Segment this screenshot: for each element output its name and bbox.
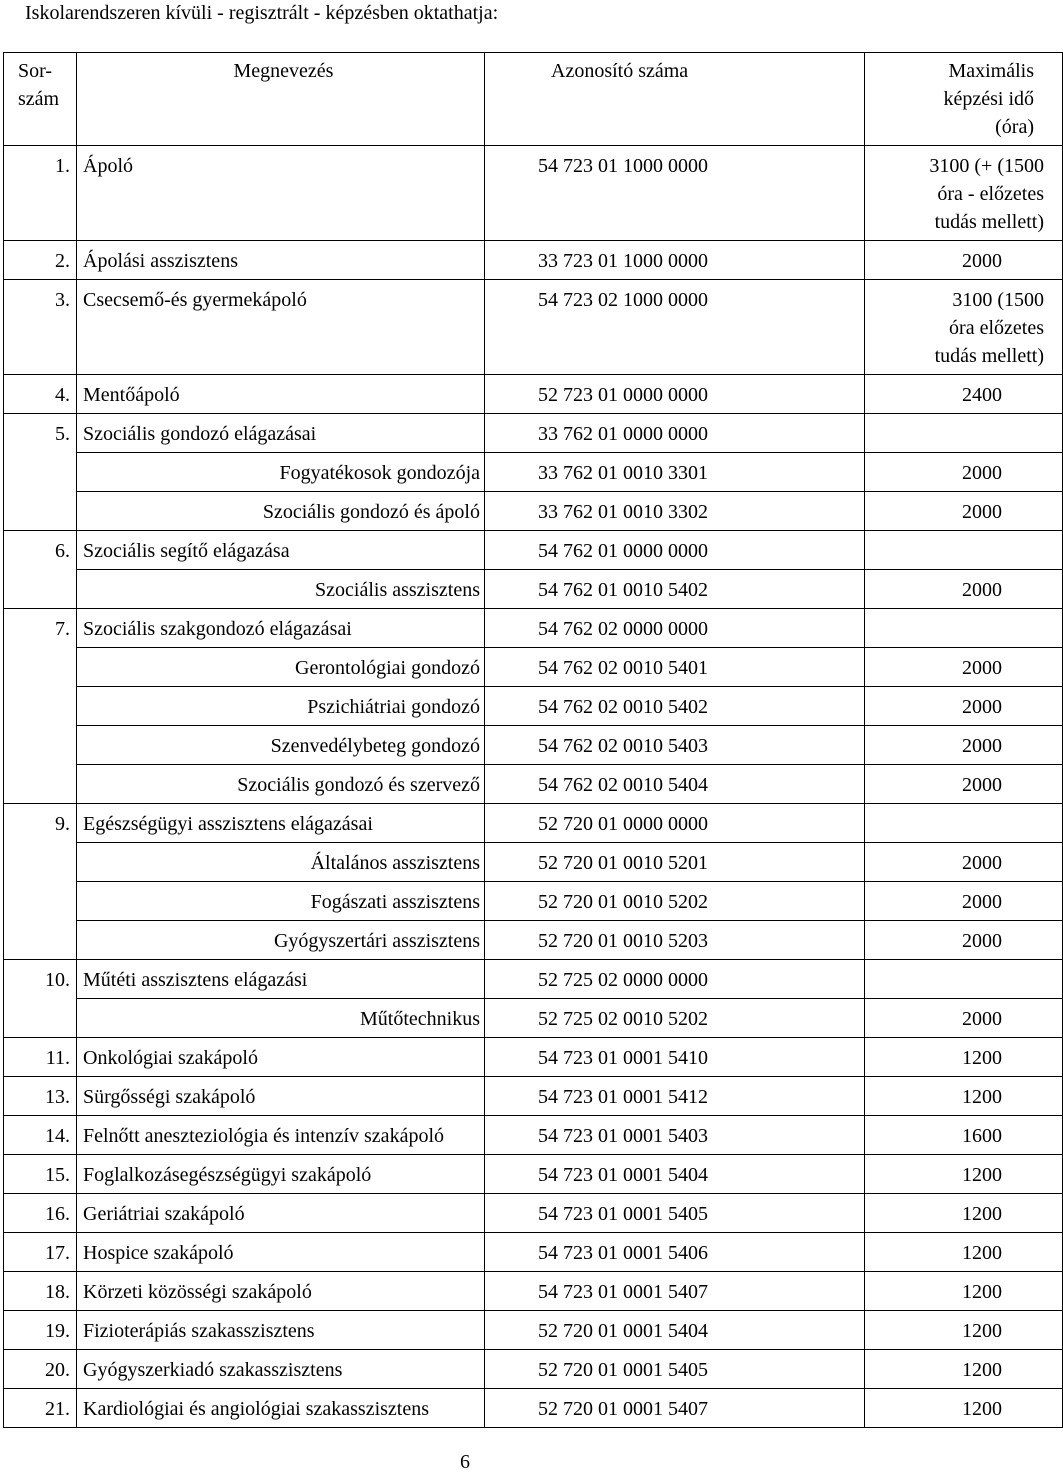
row-hours-text: 1200 bbox=[962, 1398, 1002, 1420]
row-hours bbox=[865, 726, 1063, 765]
row-code: 52 720 01 0010 5203 bbox=[485, 921, 865, 960]
row-number: 11. bbox=[4, 1038, 77, 1077]
row-hours bbox=[865, 280, 1063, 375]
row-code: 54 762 02 0010 5402 bbox=[485, 687, 865, 726]
row-hours-text: 1200 bbox=[962, 1047, 1002, 1069]
row-hours-text: 1200 bbox=[962, 1164, 1002, 1186]
row-hours-text: 2000 bbox=[962, 852, 1002, 874]
table-header-row bbox=[4, 53, 1063, 146]
row-hours-text: 2000 bbox=[962, 250, 1002, 272]
row-code: 52 720 01 0000 0000 bbox=[485, 804, 865, 843]
table-subrow bbox=[4, 765, 1063, 804]
row-hours-text: 1200 bbox=[962, 1086, 1002, 1108]
table-row bbox=[4, 804, 1063, 843]
row-hours-text: 1200 bbox=[962, 1359, 1002, 1381]
row-number: 3. bbox=[4, 280, 77, 375]
header-sorszam: Sor-szám bbox=[4, 53, 77, 146]
page-number: 6 bbox=[460, 1451, 470, 1473]
row-name: Fizioterápiás szakasszisztens bbox=[77, 1311, 485, 1350]
row-hours bbox=[865, 609, 1063, 648]
row-name: Körzeti közösségi szakápoló bbox=[77, 1272, 485, 1311]
row-code: 52 720 01 0010 5202 bbox=[485, 882, 865, 921]
row-hours-text: 2000 bbox=[962, 774, 1002, 796]
row-hours bbox=[865, 999, 1063, 1038]
row-hours bbox=[865, 1077, 1063, 1116]
row-number bbox=[4, 843, 77, 882]
row-hours-text: 3100 (1500 óra előzetes tudás mellett) bbox=[934, 289, 1044, 367]
table-row bbox=[4, 414, 1063, 453]
row-name: Gerontológiai gondozó bbox=[77, 648, 485, 687]
row-number: 20. bbox=[4, 1350, 77, 1389]
row-hours bbox=[865, 804, 1063, 843]
row-name: Kardiológiai és angiológiai szakasszisztens bbox=[77, 1389, 485, 1428]
row-number: 18. bbox=[4, 1272, 77, 1311]
table-row bbox=[4, 1272, 1063, 1311]
row-name: Általános asszisztens bbox=[77, 843, 485, 882]
table-subrow bbox=[4, 570, 1063, 609]
row-hours-text: 1200 bbox=[962, 1320, 1002, 1342]
table-row bbox=[4, 609, 1063, 648]
row-hours-text: 2000 bbox=[962, 1008, 1002, 1030]
row-hours-text: 2000 bbox=[962, 696, 1002, 718]
row-number: 17. bbox=[4, 1233, 77, 1272]
row-hours bbox=[865, 1194, 1063, 1233]
row-hours-text: 1200 bbox=[962, 1203, 1002, 1225]
table-subrow bbox=[4, 921, 1063, 960]
row-code: 52 725 02 0010 5202 bbox=[485, 999, 865, 1038]
row-name: Fogyatékosok gondozója bbox=[77, 453, 485, 492]
row-name: Egészségügyi asszisztens elágazásai bbox=[77, 804, 485, 843]
row-number: 15. bbox=[4, 1155, 77, 1194]
row-number bbox=[4, 999, 77, 1038]
row-number bbox=[4, 921, 77, 960]
header-megnevezes: Megnevezés bbox=[77, 53, 485, 146]
row-number: 9. bbox=[4, 804, 77, 843]
table-row bbox=[4, 531, 1063, 570]
table-row bbox=[4, 375, 1063, 414]
table-subrow bbox=[4, 453, 1063, 492]
row-name: Csecsemő-és gyermekápoló bbox=[77, 280, 485, 375]
table-row bbox=[4, 1155, 1063, 1194]
row-hours-text: 2000 bbox=[962, 462, 1002, 484]
row-hours bbox=[865, 414, 1063, 453]
row-code: 52 720 01 0001 5404 bbox=[485, 1311, 865, 1350]
row-number: 10. bbox=[4, 960, 77, 999]
row-code: 54 762 01 0000 0000 bbox=[485, 531, 865, 570]
row-name: Hospice szakápoló bbox=[77, 1233, 485, 1272]
row-hours bbox=[865, 531, 1063, 570]
row-hours bbox=[865, 843, 1063, 882]
row-name: Foglalkozásegészségügyi szakápoló bbox=[77, 1155, 485, 1194]
table-subrow bbox=[4, 999, 1063, 1038]
training-table bbox=[3, 52, 1063, 1428]
row-hours bbox=[865, 1272, 1063, 1311]
row-number: 14. bbox=[4, 1116, 77, 1155]
row-number: 5. bbox=[4, 414, 77, 453]
row-name: Műtéti asszisztens elágazási bbox=[77, 960, 485, 999]
row-hours-text: 1600 bbox=[962, 1125, 1002, 1147]
row-hours-text: 2000 bbox=[962, 930, 1002, 952]
row-code: 54 762 02 0010 5403 bbox=[485, 726, 865, 765]
header-ido: Maximális képzési idő (óra) bbox=[865, 53, 1063, 146]
row-hours bbox=[865, 492, 1063, 531]
row-name: Fogászati asszisztens bbox=[77, 882, 485, 921]
row-number: 7. bbox=[4, 609, 77, 648]
row-code: 33 762 01 0010 3301 bbox=[485, 453, 865, 492]
row-hours-text: 2000 bbox=[962, 735, 1002, 757]
table-row bbox=[4, 146, 1063, 241]
table-row bbox=[4, 1389, 1063, 1428]
row-code: 54 723 01 0001 5412 bbox=[485, 1077, 865, 1116]
row-name: Ápolási asszisztens bbox=[77, 241, 485, 280]
row-hours-text: 2000 bbox=[962, 891, 1002, 913]
table-subrow bbox=[4, 492, 1063, 531]
row-name: Felnőtt aneszteziológia és intenzív szakápoló bbox=[77, 1116, 485, 1155]
row-name: Szociális gondozó és ápoló bbox=[77, 492, 485, 531]
table-row bbox=[4, 280, 1063, 375]
row-code: 54 723 01 0001 5405 bbox=[485, 1194, 865, 1233]
row-hours bbox=[865, 453, 1063, 492]
table-subrow bbox=[4, 882, 1063, 921]
row-hours bbox=[865, 765, 1063, 804]
table-row bbox=[4, 1116, 1063, 1155]
row-number: 19. bbox=[4, 1311, 77, 1350]
row-name: Szociális asszisztens bbox=[77, 570, 485, 609]
row-hours bbox=[865, 1116, 1063, 1155]
row-number bbox=[4, 765, 77, 804]
row-code: 54 762 01 0010 5402 bbox=[485, 570, 865, 609]
row-code: 54 762 02 0010 5401 bbox=[485, 648, 865, 687]
row-hours-text: 3100 (+ (1500 óra - előzetes tudás mellett) bbox=[929, 155, 1044, 233]
row-hours bbox=[865, 882, 1063, 921]
row-hours bbox=[865, 960, 1063, 999]
row-number bbox=[4, 882, 77, 921]
row-code: 33 762 01 0000 0000 bbox=[485, 414, 865, 453]
table-row bbox=[4, 960, 1063, 999]
table-subrow bbox=[4, 726, 1063, 765]
row-number bbox=[4, 648, 77, 687]
row-number: 16. bbox=[4, 1194, 77, 1233]
row-name: Pszichiátriai gondozó bbox=[77, 687, 485, 726]
table-row bbox=[4, 1194, 1063, 1233]
row-code: 52 725 02 0000 0000 bbox=[485, 960, 865, 999]
row-code: 54 723 01 0001 5404 bbox=[485, 1155, 865, 1194]
row-hours-text: 1200 bbox=[962, 1281, 1002, 1303]
table-row bbox=[4, 1038, 1063, 1077]
row-code: 54 723 01 0001 5403 bbox=[485, 1116, 865, 1155]
row-hours bbox=[865, 687, 1063, 726]
row-hours bbox=[865, 1389, 1063, 1428]
row-number: 21. bbox=[4, 1389, 77, 1428]
page-heading: Iskolarendszeren kívüli - regisztrált - képzésben oktathatja: bbox=[25, 2, 499, 24]
row-name: Ápoló bbox=[77, 146, 485, 241]
row-code: 54 723 01 1000 0000 bbox=[485, 146, 865, 241]
row-hours bbox=[865, 146, 1063, 241]
row-name: Szociális szakgondozó elágazásai bbox=[77, 609, 485, 648]
table-row bbox=[4, 1350, 1063, 1389]
row-name: Geriátriai szakápoló bbox=[77, 1194, 485, 1233]
row-name: Sürgősségi szakápoló bbox=[77, 1077, 485, 1116]
row-name: Gyógyszerkiadó szakasszisztens bbox=[77, 1350, 485, 1389]
row-hours bbox=[865, 1311, 1063, 1350]
table-row bbox=[4, 1233, 1063, 1272]
row-hours-text: 1200 bbox=[962, 1242, 1002, 1264]
row-code: 54 723 01 0001 5407 bbox=[485, 1272, 865, 1311]
row-hours-text: 2000 bbox=[962, 657, 1002, 679]
row-code: 52 720 01 0001 5407 bbox=[485, 1389, 865, 1428]
row-name: Onkológiai szakápoló bbox=[77, 1038, 485, 1077]
row-hours bbox=[865, 570, 1063, 609]
row-name: Szociális gondozó elágazásai bbox=[77, 414, 485, 453]
row-code: 33 762 01 0010 3302 bbox=[485, 492, 865, 531]
row-number bbox=[4, 570, 77, 609]
row-number bbox=[4, 453, 77, 492]
table-subrow bbox=[4, 648, 1063, 687]
row-code: 54 762 02 0000 0000 bbox=[485, 609, 865, 648]
row-number bbox=[4, 492, 77, 531]
header-azonosito: Azonosító száma bbox=[485, 53, 865, 146]
row-number: 1. bbox=[4, 146, 77, 241]
row-name: Szociális segítő elágazása bbox=[77, 531, 485, 570]
row-number: 6. bbox=[4, 531, 77, 570]
row-code: 54 723 01 0001 5406 bbox=[485, 1233, 865, 1272]
row-code: 54 723 01 0001 5410 bbox=[485, 1038, 865, 1077]
row-name: Szenvedélybeteg gondozó bbox=[77, 726, 485, 765]
row-hours bbox=[865, 1155, 1063, 1194]
table-subrow bbox=[4, 843, 1063, 882]
table-subrow bbox=[4, 687, 1063, 726]
row-hours bbox=[865, 1233, 1063, 1272]
table-row bbox=[4, 1311, 1063, 1350]
row-hours-text: 2000 bbox=[962, 501, 1002, 523]
row-number: 13. bbox=[4, 1077, 77, 1116]
row-hours-text: 2000 bbox=[962, 579, 1002, 601]
row-code: 52 720 01 0001 5405 bbox=[485, 1350, 865, 1389]
row-hours bbox=[865, 241, 1063, 280]
row-code: 52 720 01 0010 5201 bbox=[485, 843, 865, 882]
row-hours bbox=[865, 648, 1063, 687]
row-name: Gyógyszertári asszisztens bbox=[77, 921, 485, 960]
row-code: 52 723 01 0000 0000 bbox=[485, 375, 865, 414]
row-number: 2. bbox=[4, 241, 77, 280]
row-code: 54 723 02 1000 0000 bbox=[485, 280, 865, 375]
row-hours bbox=[865, 921, 1063, 960]
table-row bbox=[4, 1077, 1063, 1116]
table-row bbox=[4, 241, 1063, 280]
row-hours bbox=[865, 1038, 1063, 1077]
row-name: Műtőtechnikus bbox=[77, 999, 485, 1038]
row-number bbox=[4, 687, 77, 726]
row-hours bbox=[865, 375, 1063, 414]
row-name: Mentőápoló bbox=[77, 375, 485, 414]
row-number bbox=[4, 726, 77, 765]
row-code: 33 723 01 1000 0000 bbox=[485, 241, 865, 280]
row-hours-text: 2400 bbox=[962, 384, 1002, 406]
row-name: Szociális gondozó és szervező bbox=[77, 765, 485, 804]
row-number: 4. bbox=[4, 375, 77, 414]
row-code: 54 762 02 0010 5404 bbox=[485, 765, 865, 804]
row-hours bbox=[865, 1350, 1063, 1389]
